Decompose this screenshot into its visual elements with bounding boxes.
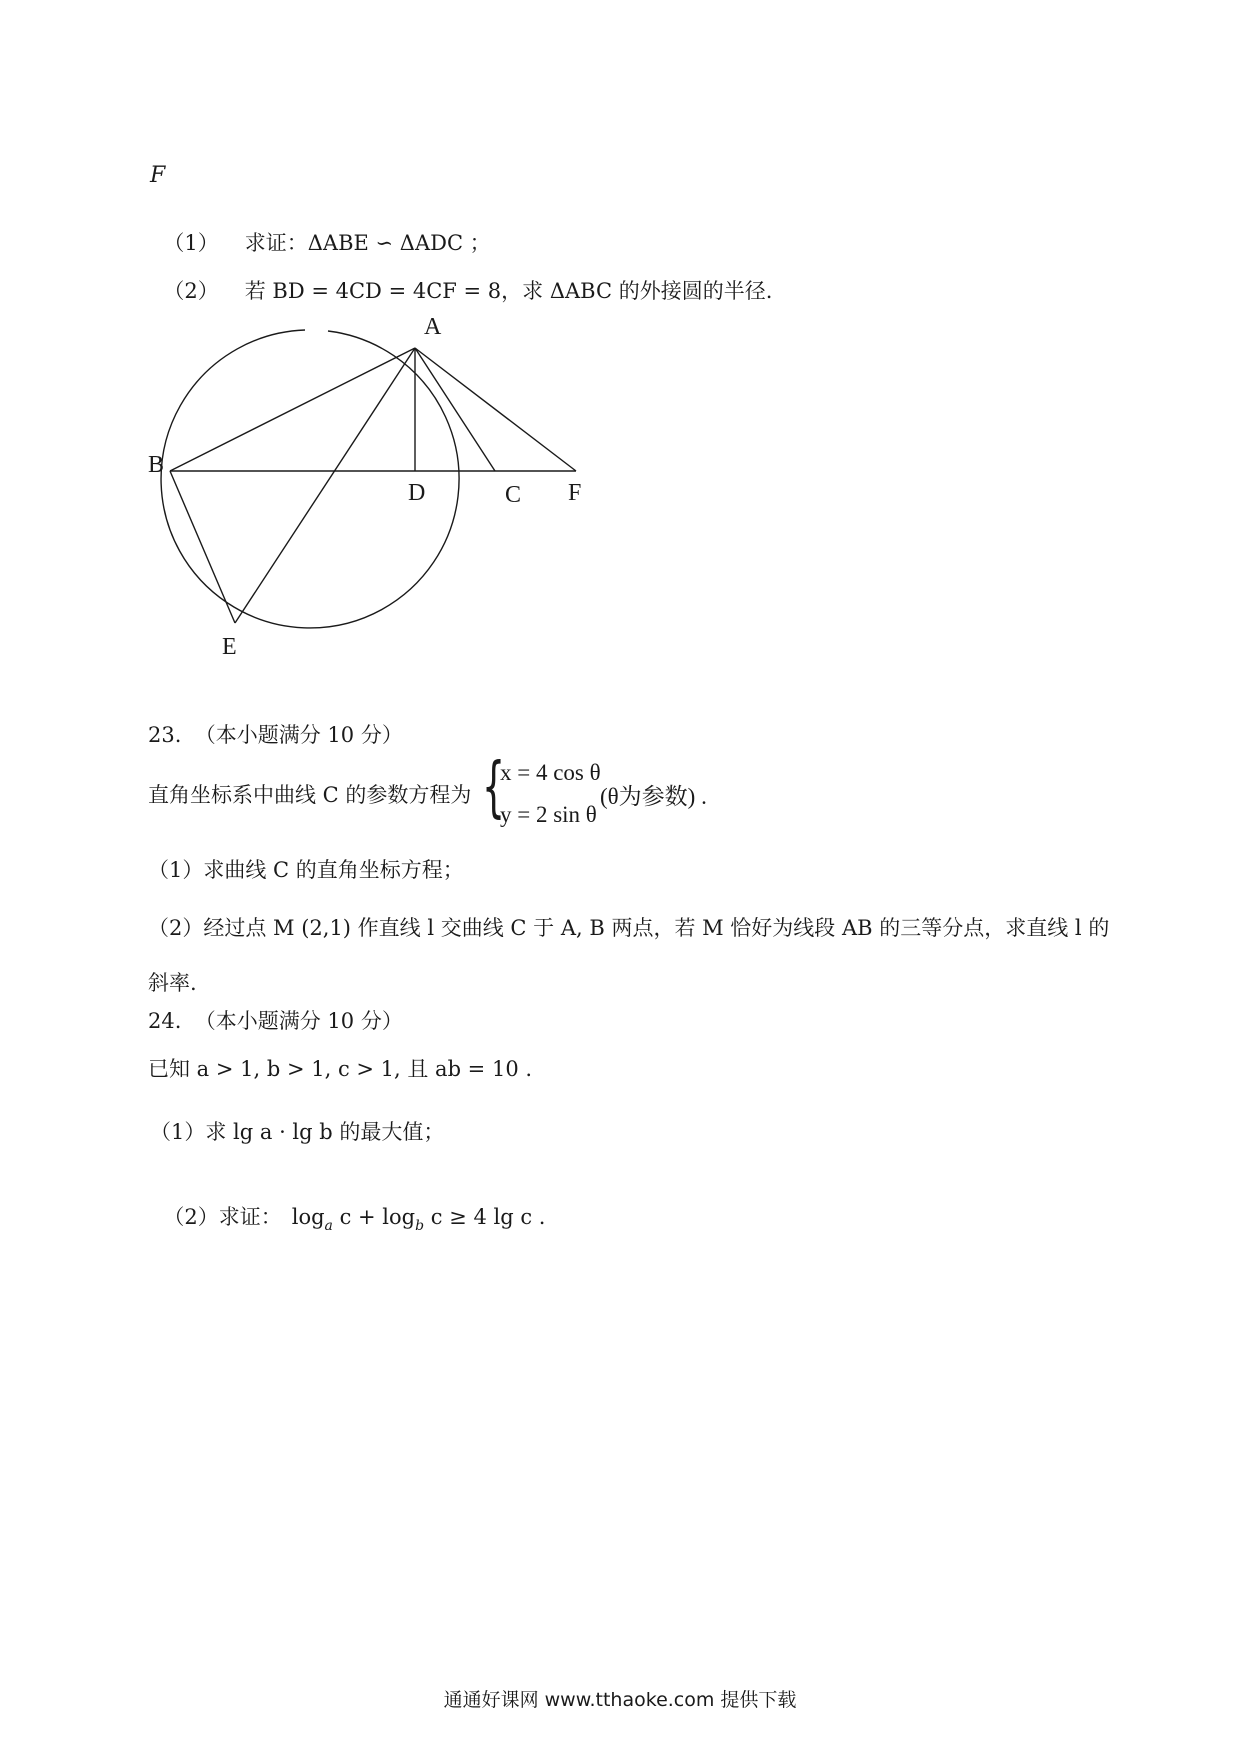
segment-BE xyxy=(170,471,235,623)
q24-part1: （1）求 lg a · lg b 的最大值； xyxy=(150,1120,445,1144)
q23-header: 23. （本小题满分 10 分） xyxy=(148,723,403,747)
q23-equation-y: y = 2 sin θ xyxy=(500,802,597,827)
q23-param-note: (θ为参数) . xyxy=(600,784,707,809)
q24-intro: 已知 a > 1, b > 1, c > 1, 且 ab = 10 . xyxy=(148,1057,533,1081)
segment-AE xyxy=(235,348,415,623)
q22-part1-number: （1） xyxy=(163,231,219,255)
q24-part2 xyxy=(150,1186,546,1234)
segment-BA xyxy=(170,348,415,471)
label-D: D xyxy=(408,480,426,506)
q22-part1 xyxy=(150,212,491,254)
q24-log-a: log xyxy=(291,1205,325,1229)
q22-part1-text: 求证：ΔABE ∽ ΔADC ； xyxy=(244,231,491,255)
q22-part2-text: 若 BD = 4CD = 4CF = 8，求 ΔABC 的外接圆的半径. xyxy=(244,279,773,303)
left-brace: { xyxy=(482,748,506,825)
label-E: E xyxy=(222,634,237,660)
page-footer: 通通好课网 www.tthaoke.com 提供下载 xyxy=(443,1689,797,1711)
q23-intro: 直角坐标系中曲线 C 的参数方程为 xyxy=(148,783,472,807)
q24-part2-middle: c + log xyxy=(332,1205,416,1229)
q24-part2-end: c ≥ 4 lg c . xyxy=(424,1205,546,1229)
geometry-figure xyxy=(140,310,620,670)
q24-header: 24. （本小题满分 10 分） xyxy=(148,1009,403,1033)
q23-equation-x: x = 4 cos θ xyxy=(500,760,601,785)
label-B: B xyxy=(148,452,165,478)
q24-subscript-b: b xyxy=(415,1218,425,1234)
q24-subscript-a: a xyxy=(324,1218,333,1234)
q23-part2-line2: 斜率. xyxy=(148,971,197,995)
label-A: A xyxy=(424,314,442,340)
q23-part1: （1）求曲线 C 的直角坐标方程； xyxy=(148,858,464,882)
q23-part2-line1: （2）经过点 M (2,1) 作直线 l 交曲线 C 于 A, B 两点，若 M 恰好为线段 AB 的三等分点，求直线 l 的 xyxy=(148,916,1110,940)
segment-AF xyxy=(415,348,576,471)
label-F: F xyxy=(568,480,582,506)
q22-part2 xyxy=(150,260,772,302)
segment-AC xyxy=(415,348,495,471)
q24-part2-prefix: （2）求证： xyxy=(163,1205,282,1229)
top-label-F: F xyxy=(150,163,166,188)
label-C: C xyxy=(505,482,522,508)
q22-part2-number: （2） xyxy=(163,279,219,303)
